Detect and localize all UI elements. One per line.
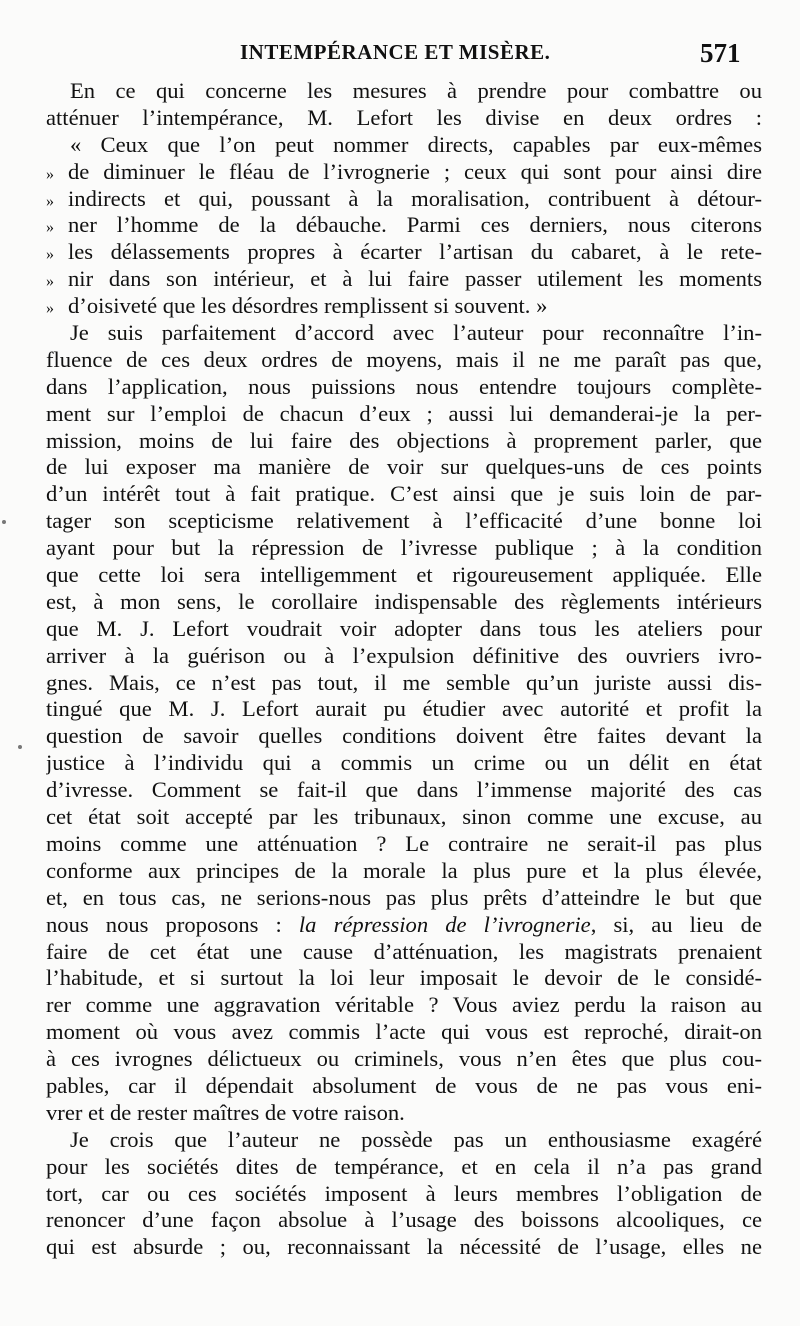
quote-line xyxy=(46,293,762,320)
quote-continuation-mark: » xyxy=(46,300,54,318)
text-line: moment où vous avez commis l’acte qui vous est reproché, dirait-on xyxy=(46,1019,762,1045)
text-line: tingué que M. J. Lefort aurait pu étudier avec autorité et profit la xyxy=(46,696,762,722)
text-line: cet état soit accepté par les tribunaux, sinon comme une excuse, au xyxy=(46,804,762,830)
text-line: tort, car ou ces sociétés imposent à leurs membres l’obligation de xyxy=(46,1180,762,1206)
italic-phrase: la répression de l’ivrognerie xyxy=(298,911,591,937)
quote-line-text: ner l’homme de la débauche. Parmi ces derniers, nous citerons xyxy=(68,212,762,238)
quote-line xyxy=(46,186,762,213)
text-line: atténuer l’intempérance, M. Lefort les divise en deux ordres : xyxy=(46,104,762,130)
text-line: faire de cet état une cause d’atténuation, les magistrats prenaient xyxy=(46,938,762,964)
text-line: est, à mon sens, le corollaire indispensable des règlements intérieurs xyxy=(46,588,762,614)
quote-line-text: nir dans son intérieur, et à lui faire passer utilement les moments xyxy=(68,266,762,292)
text-line: qui est absurde ; ou, reconnaissant la nécessité de l’usage, elles ne xyxy=(46,1234,762,1260)
text-line-with-emphasis xyxy=(46,912,762,939)
text-line: l’habitude, et si surtout la loi leur imposait le devoir de le considé- xyxy=(46,965,762,991)
text-line: mission, moins de lui faire des objections à proprement parler, que xyxy=(46,427,762,453)
quote-line-text: indirects et qui, poussant à la moralisation, contribuent à détour- xyxy=(68,185,762,211)
text-line: moins comme une atténuation ? Le contraire ne serait-il pas plus xyxy=(46,830,762,856)
text-line: Je crois que l’auteur ne possède pas un enthousiasme exagéré xyxy=(70,1126,762,1152)
text-line: arriver à la guérison ou à l’expulsion définitive des ouvriers ivro- xyxy=(46,642,762,668)
text-line: de lui exposer ma manière de voir sur quelques-uns de ces points xyxy=(46,454,762,480)
quote-continuation-mark: » xyxy=(46,192,54,210)
text-line: pour les sociétés dites de tempérance, et en cela il n’a pas grand xyxy=(46,1153,762,1179)
quote-line-text: de diminuer le fléau de l’ivrognerie ; ceux qui sont pour ainsi dire xyxy=(68,158,762,184)
text-line: En ce qui concerne les mesures à prendre pour combattre ou xyxy=(70,78,762,103)
running-title: INTEMPÉRANCE ET MISÈRE. xyxy=(240,40,551,64)
quote-line xyxy=(46,159,762,186)
quote-line-text: les délassements propres à écarter l’artisan du cabaret, à le rete- xyxy=(68,239,762,265)
print-speck xyxy=(18,745,22,749)
running-header xyxy=(0,40,800,70)
text-line: que M. J. Lefort voudrait voir adopter dans tous les ateliers pour xyxy=(46,615,762,641)
print-speck xyxy=(2,520,6,524)
text-line: vrer et de rester maîtres de votre raison. xyxy=(46,1099,405,1125)
quote-continuation-mark: » xyxy=(46,246,54,264)
text-line: gnes. Mais, ce n’est pas tout, il me semble qu’un juriste aussi dis- xyxy=(46,669,762,695)
page-number: 571 xyxy=(700,38,741,68)
quote-line xyxy=(46,212,762,239)
text-line: ment sur l’emploi de chacun d’eux ; aussi lui demanderai-je la per- xyxy=(46,400,762,426)
text-line: et, en tous cas, ne serions-nous pas plus prêts d’atteindre le but que xyxy=(46,884,762,910)
text-line: renoncer d’une façon absolue à l’usage des boissons alcooliques, ce xyxy=(46,1207,762,1233)
text-line: pables, car il dépendait absolument de vous de ne pas vous eni- xyxy=(46,1072,762,1098)
text-line: à ces ivrognes délictueux ou criminels, vous n’en êtes que plus cou- xyxy=(46,1046,762,1072)
text-segment: , si, au lieu de xyxy=(590,911,762,937)
text-line: rer comme une aggravation véritable ? Vous aviez perdu la raison au xyxy=(46,992,762,1018)
text-line: que cette loi sera intelligemment et rigoureusement appliquée. Elle xyxy=(46,562,762,588)
text-line: fluence de ces deux ordres de moyens, mais il ne me paraît pas que, xyxy=(46,346,762,372)
quote-continuation-mark: » xyxy=(46,219,54,237)
text-line: ayant pour but la répression de l’ivresse publique ; à la condition xyxy=(46,535,762,561)
text-line: d’un intérêt tout à fait pratique. C’est ainsi que je suis loin de par- xyxy=(46,481,762,507)
body-text xyxy=(46,78,762,1261)
quote-line-text: d’oisiveté que les désordres remplissent si souvent. » xyxy=(68,293,548,319)
text-line: question de savoir quelles conditions doivent être faites devant la xyxy=(46,723,762,749)
text-line: tager son scepticisme relativement à l’efficacité d’une bonne loi xyxy=(46,508,762,534)
quote-line xyxy=(46,239,762,266)
quote-continuation-mark: » xyxy=(46,273,54,291)
text-line: d’ivresse. Comment se fait-il que dans l’immense majorité des cas xyxy=(46,777,762,803)
quote-line: « Ceux que l’on peut nommer directs, capables par eux-mêmes xyxy=(70,131,762,157)
text-line: justice à l’individu qui a commis un crime ou un délit en état xyxy=(46,750,762,776)
quote-continuation-mark: » xyxy=(46,165,54,183)
quote-line xyxy=(46,266,762,293)
text-line: Je suis parfaitement d’accord avec l’auteur pour reconnaître l’in- xyxy=(70,320,762,346)
text-line: dans l’application, nous puissions nous entendre toujours complète- xyxy=(46,373,762,399)
text-line: conforme aux principes de la morale la plus pure et la plus élevée, xyxy=(46,857,762,883)
text-segment: nous nous proposons : xyxy=(46,911,299,937)
